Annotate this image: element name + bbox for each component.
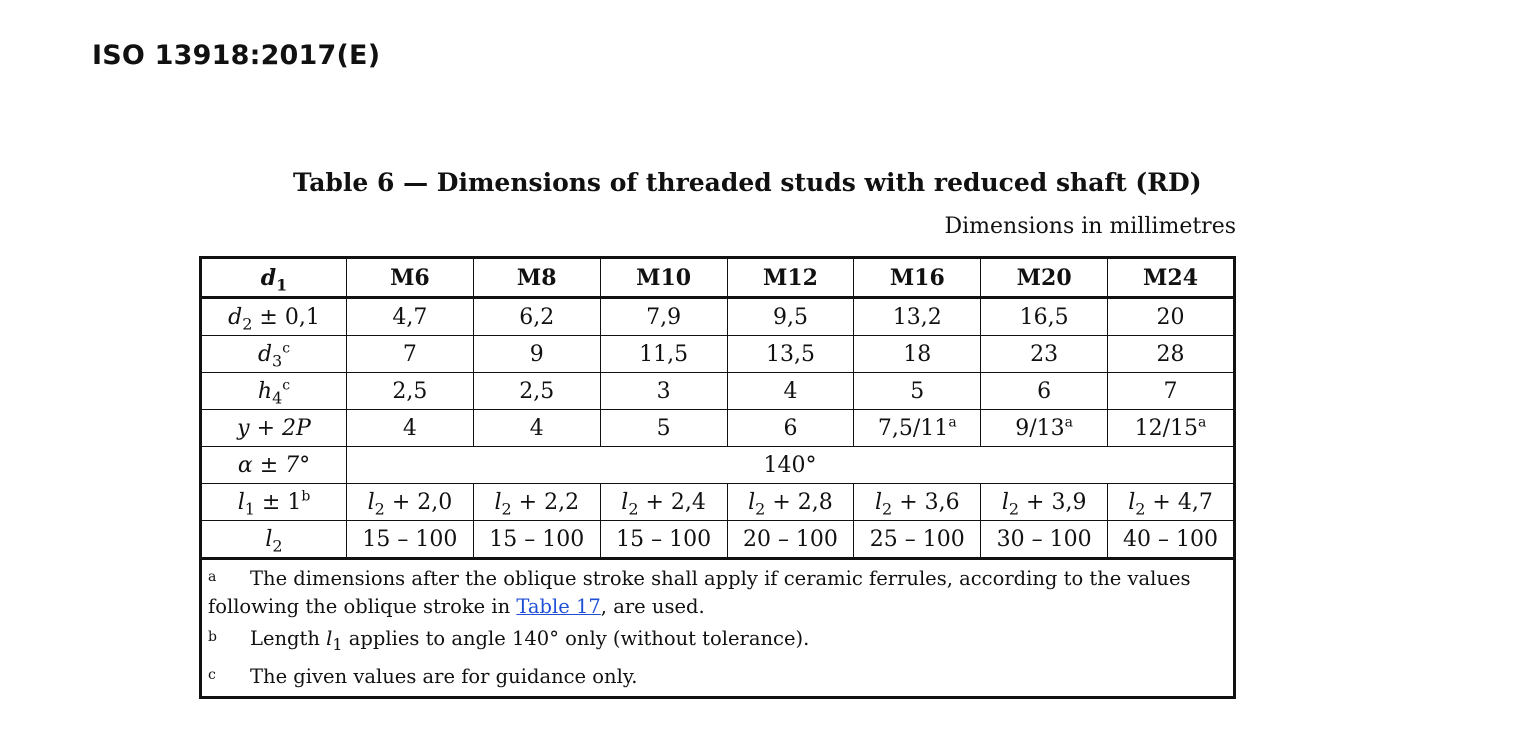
- footnote-b: b Length $l_1$ applies to angle 140° only (without tolerance).: [208, 626, 1227, 654]
- row-label: $h_4^c$: [201, 373, 347, 410]
- table-cell: 2,5: [347, 373, 474, 410]
- table-cell: 7,9: [600, 298, 727, 336]
- table-cell: $l_2 + 2,0$: [347, 484, 474, 521]
- table-cell: 23: [981, 336, 1108, 373]
- table-cell: 30 – 100: [981, 521, 1108, 559]
- footnote-marker: b: [208, 629, 217, 645]
- row-label: $d_2 \pm 0,1$: [201, 298, 347, 336]
- table-cell-span: 140°: [347, 447, 1235, 484]
- table-cell: 4,7: [347, 298, 474, 336]
- footnotes-cell: [201, 559, 1235, 698]
- table-cell: 4: [347, 410, 474, 447]
- row-label: y + 2P: [201, 410, 347, 447]
- header-cell: M6: [347, 258, 474, 298]
- table-cell: $l_2 + 2,8$: [727, 484, 854, 521]
- table-cell: 20: [1108, 298, 1235, 336]
- table-cell: 5: [600, 410, 727, 447]
- table-cell: 13,2: [854, 298, 981, 336]
- table-cell: 3: [600, 373, 727, 410]
- table-row: [201, 410, 1235, 447]
- table-cell: 4: [727, 373, 854, 410]
- table-cell: 7: [347, 336, 474, 373]
- row-label: $l_1 \pm 1^b$: [201, 484, 347, 521]
- table-cell: 12/15$^a$: [1108, 410, 1235, 447]
- header-cell: M12: [727, 258, 854, 298]
- table-cell: 7,5/11$^a$: [854, 410, 981, 447]
- row-label: α ± 7°: [201, 447, 347, 484]
- table-cell: 40 – 100: [1108, 521, 1235, 559]
- dimensions-table: [199, 256, 1236, 699]
- table-row: [201, 373, 1235, 410]
- table-cell: $l_2 + 3,9$: [981, 484, 1108, 521]
- table-cell: 6: [727, 410, 854, 447]
- header-cell: M8: [473, 258, 600, 298]
- table-cell: 6: [981, 373, 1108, 410]
- units-note: Dimensions in millimetres: [944, 214, 1236, 239]
- table-row: [201, 447, 1235, 484]
- table-cell: 9/13$^a$: [981, 410, 1108, 447]
- table-cell: $l_2 + 4,7$: [1108, 484, 1235, 521]
- table-cell: 5: [854, 373, 981, 410]
- table-17-link[interactable]: Table 17: [516, 595, 601, 618]
- header-cell: M20: [981, 258, 1108, 298]
- table-cell: $l_2 + 3,6$: [854, 484, 981, 521]
- footnote-a: a The dimensions after the oblique stroke shall apply if ceramic ferrules, according to the values following the oblique stroke in Table 17, are used.: [208, 566, 1227, 620]
- table-cell: 15 – 100: [473, 521, 600, 559]
- table-cell: 11,5: [600, 336, 727, 373]
- document-header: ISO 13918:2017(E): [92, 40, 381, 71]
- table-row: [201, 298, 1235, 336]
- footnote-marker: a: [208, 569, 217, 585]
- table-cell: 7: [1108, 373, 1235, 410]
- footnote-marker: c: [208, 667, 216, 683]
- table-title: Table 6 — Dimensions of threaded studs with reduced shaft (RD): [293, 168, 1202, 197]
- table-row: [201, 336, 1235, 373]
- table-cell: 9: [473, 336, 600, 373]
- header-cell: M24: [1108, 258, 1235, 298]
- table-row: [201, 484, 1235, 521]
- table-cell: 28: [1108, 336, 1235, 373]
- table-cell: 25 – 100: [854, 521, 981, 559]
- table-cell: $l_2 + 2,2$: [473, 484, 600, 521]
- table-cell: 9,5: [727, 298, 854, 336]
- table-cell: 15 – 100: [347, 521, 474, 559]
- table-cell: 20 – 100: [727, 521, 854, 559]
- table-row: [201, 521, 1235, 559]
- table-cell: 4: [473, 410, 600, 447]
- table-cell: 2,5: [473, 373, 600, 410]
- table-cell: 15 – 100: [600, 521, 727, 559]
- row-label: $d_3^c$: [201, 336, 347, 373]
- table-cell: 6,2: [473, 298, 600, 336]
- header-cell: M10: [600, 258, 727, 298]
- header-symbol-cell: $d_1$: [201, 258, 347, 298]
- table-cell: 18: [854, 336, 981, 373]
- footnote-c: c The given values are for guidance only.: [208, 664, 1227, 692]
- table-cell: 13,5: [727, 336, 854, 373]
- table-cell: 16,5: [981, 298, 1108, 336]
- footnotes-row: [201, 559, 1235, 698]
- header-cell: M16: [854, 258, 981, 298]
- table-cell: $l_2 + 2,4$: [600, 484, 727, 521]
- header-row: [201, 258, 1235, 298]
- row-label: $l_2$: [201, 521, 347, 559]
